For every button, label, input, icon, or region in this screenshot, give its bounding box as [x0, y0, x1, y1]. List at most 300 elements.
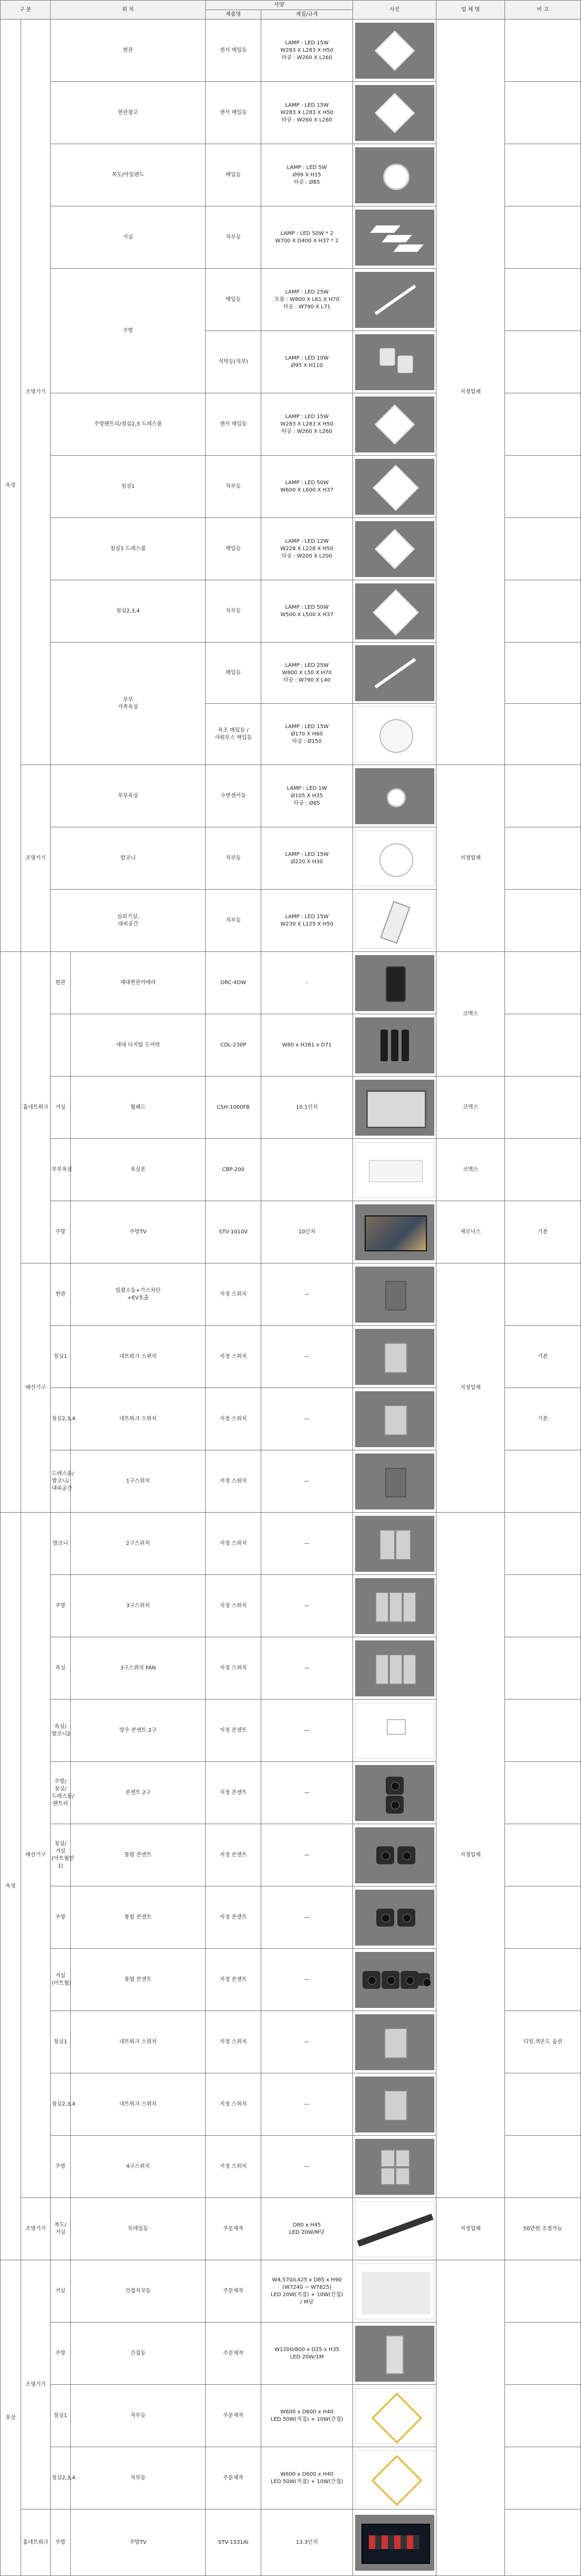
product-photo — [353, 580, 436, 643]
spec-size: LAMP : LED 12W W228 X L228 X H50 타공 : W200 X L200 — [261, 518, 353, 580]
location: 세대현관카메라 — [71, 952, 206, 1014]
location: 콘센트 2구 — [71, 1762, 206, 1824]
product-photo — [353, 456, 436, 518]
product-name: 매입등 — [206, 269, 261, 331]
network-switch-icon — [355, 1391, 434, 1447]
header-maker: 업 체 명 — [436, 1, 505, 20]
kitchen-tv-icon — [355, 1204, 434, 1260]
location: 현관 — [51, 20, 206, 82]
spec-size: — — [261, 1263, 353, 1326]
photo-shape — [377, 531, 413, 567]
table-row — [1, 2260, 581, 2323]
product-photo — [353, 1326, 436, 1388]
location-area: 침실1 — [51, 2385, 71, 2447]
photo-shape — [395, 1530, 411, 1560]
photo-shape — [363, 1971, 380, 1989]
location-area: 거실 — [51, 1077, 71, 1139]
category-level1: 욕정 — [1, 20, 21, 952]
product-name: 주문제작 — [206, 2198, 261, 2260]
location-area: 침실/ 거실 (아트월만 1) — [51, 1824, 71, 1886]
location: 세대 디지털 도어락 — [71, 1014, 206, 1077]
spec-size: 10인치 — [261, 1201, 353, 1263]
remarks — [505, 1824, 581, 1886]
spec-size: — — [261, 1575, 353, 1637]
photo-shape — [373, 465, 419, 511]
kitchen-tv-2-icon — [355, 2515, 434, 2571]
spec-size: D80 x H45 LED 20W/M당 — [261, 2198, 353, 2260]
product-name: 매입등 — [206, 643, 261, 704]
product-name: 지정 스위치 — [206, 1263, 261, 1326]
location: 부부욕실 — [51, 765, 206, 827]
photo-shape — [384, 2028, 407, 2059]
category-level2: 홈네트워크 — [21, 952, 51, 1263]
photo-shape — [385, 1281, 406, 1310]
location-area: 주방 — [51, 2509, 71, 2576]
product-name: 지정 스위치 — [206, 1513, 261, 1575]
product-name: CDL-230P — [206, 1014, 261, 1077]
network-switch-icon — [355, 2014, 434, 2070]
product-name: 주문제작 — [206, 2385, 261, 2447]
spec-size: LAMP : LED 50W W500 X L500 X H37 — [261, 580, 353, 643]
square-light-icon — [355, 85, 434, 141]
photo-shape — [379, 348, 395, 366]
square-light-icon — [355, 521, 434, 577]
spec-size: — — [261, 1388, 353, 1450]
product-photo — [353, 952, 436, 1014]
photo-shape — [377, 33, 413, 69]
product-name: 지정 스위치 — [206, 1637, 261, 1700]
product-photo — [353, 2509, 436, 2576]
product-name: 욕조 매입등 / 샤워부스 매입등 — [206, 704, 261, 765]
header-product-name: 제품명 — [206, 10, 261, 20]
product-photo — [353, 1949, 436, 2011]
remarks — [505, 518, 581, 580]
category-level1: 유상 — [1, 2260, 21, 2576]
product-photo — [353, 2323, 436, 2385]
product-photo — [353, 1700, 436, 1762]
photo-shape — [386, 966, 406, 1002]
table-row — [1, 1263, 581, 1326]
multi-outlet-4-icon — [355, 1952, 434, 2008]
photo-shape — [365, 1215, 427, 1251]
spec-size: — — [261, 1762, 353, 1824]
remarks — [505, 1637, 581, 1700]
category-level2: 배선기구 — [21, 1513, 51, 2198]
category-level2: 조명기기 — [21, 2260, 51, 2509]
product-photo — [353, 2447, 436, 2509]
spec-size: 13.3인치 — [261, 2509, 353, 2576]
table-row — [1, 952, 581, 1014]
spec-size: LAMP : LED 15W W230 X L125 X H50 — [261, 890, 353, 952]
photo-shape — [385, 1468, 406, 1497]
remarks — [505, 269, 581, 331]
location: 월패드 — [71, 1077, 206, 1139]
location: 주방TV — [71, 1201, 206, 1263]
photo-shape — [357, 2213, 433, 2247]
location-area: 침실1 — [51, 1326, 71, 1388]
product-name: 주문제작 — [206, 2447, 261, 2509]
round-downlight-white-icon — [355, 706, 434, 762]
flat-panel-gold-icon — [355, 2450, 434, 2506]
product-name: 지정 스위치 — [206, 1450, 261, 1513]
location-area: 침실1 — [51, 2011, 71, 2073]
photo-shape — [377, 95, 413, 131]
location: 주방팬트리/침실2,3 드레스룸 — [51, 393, 206, 456]
product-name: CBP-200 — [206, 1139, 261, 1201]
photo-shape — [382, 235, 412, 242]
location-area: 주방 — [51, 1201, 71, 1263]
square-panel-light-icon — [355, 583, 434, 639]
photo-shape — [379, 1530, 395, 1560]
product-name: STV-1331AI — [206, 2509, 261, 2576]
remarks — [505, 2136, 581, 2198]
location: 네트워크 스위치 — [71, 2011, 206, 2073]
product-photo — [353, 331, 436, 393]
header-location: 위 치 — [51, 1, 206, 20]
photo-shape — [397, 1909, 415, 1927]
photo-shape — [384, 1405, 407, 1436]
spec-size: — — [261, 1637, 353, 1700]
remarks — [505, 1513, 581, 1575]
location: 3구스위치 — [71, 1575, 206, 1637]
spec-size: LAMP : LED 15W Ø170 X H60 타공 : Ø150 — [261, 704, 353, 765]
photo-shape — [361, 2271, 432, 2315]
round-ceiling-light-icon — [355, 831, 434, 886]
product-photo — [353, 643, 436, 704]
remarks — [505, 1450, 581, 1513]
switch-3gang-icon — [355, 1640, 434, 1696]
spec-size — [261, 1139, 353, 1201]
spec-size: LAMP : LED 50W W600 X L600 X H37 — [261, 456, 353, 518]
product-photo — [353, 2073, 436, 2136]
product-name: 지정 콘센트 — [206, 1949, 261, 2011]
spec-size: 10.1인치 — [261, 1077, 353, 1139]
remarks — [505, 704, 581, 765]
spec-size: LAMP : LED 5W Ø99 X H15 타공 : Ø85 — [261, 144, 353, 206]
product-name: 직부등 — [206, 206, 261, 269]
location: 현관창고 — [51, 82, 206, 144]
location: 독레일등 — [71, 2198, 206, 2260]
round-downlight-icon — [355, 147, 434, 203]
remarks — [505, 144, 581, 206]
maker: 코맥스 — [436, 1139, 505, 1201]
photo-shape — [371, 2455, 422, 2505]
location: 침실1 드레스룸 — [51, 518, 206, 580]
photo-shape — [374, 285, 416, 315]
photo-shape — [403, 1654, 416, 1685]
spec-size: LAMP : LED 25W W800 X L50 X H70 타공 : W790 X L40 — [261, 643, 353, 704]
location: 통합 콘센트 — [71, 1824, 206, 1886]
network-switch-icon — [355, 1329, 434, 1385]
location-area: 발코니 — [51, 1513, 71, 1575]
bathroom-phone-icon — [355, 1142, 434, 1198]
product-photo — [353, 1014, 436, 1077]
product-photo — [353, 518, 436, 580]
header-photo: 사진 — [353, 1, 436, 20]
spec-size: — — [261, 1824, 353, 1886]
product-name: DRC-4DW — [206, 952, 261, 1014]
maker: 코맥스 — [436, 952, 505, 1077]
spec-size: LAMP : LED 10W Ø95 X H110 — [261, 331, 353, 393]
product-name: 직부등 — [206, 827, 261, 890]
photo-shape — [361, 2524, 430, 2564]
header-spec: 사양 — [206, 1, 353, 10]
photo-shape — [375, 1592, 389, 1622]
remarks — [505, 1077, 581, 1139]
product-name: 지정 콘센트 — [206, 1886, 261, 1949]
photo-shape — [402, 1030, 409, 1061]
table-row — [1, 1513, 581, 1575]
product-photo — [353, 1388, 436, 1450]
spec-size: — — [261, 2011, 353, 2073]
spec-size: LAMP : LED 15W W283 X L283 X H50 타공 : W260 X L260 — [261, 20, 353, 82]
twin-panel-light-icon — [355, 210, 434, 266]
location-area: 주방 — [51, 1575, 71, 1637]
remarks — [505, 1949, 581, 2011]
maker: 지정업체 — [436, 765, 505, 952]
photo-shape — [417, 1973, 430, 1986]
product-name: 센서 매입등 — [206, 82, 261, 144]
track-rail-light-icon — [355, 2201, 434, 2257]
location: 네트워크 스위치 — [71, 1326, 206, 1388]
photo-shape — [369, 1160, 423, 1182]
location: 직부등 — [71, 2385, 206, 2447]
photo-shape — [375, 1654, 389, 1685]
switch-icon — [355, 1454, 434, 1509]
photo-shape — [376, 1846, 394, 1864]
spec-size: W600 x D600 x H40 LED 50W(직접) + 10W(간접) — [261, 2447, 353, 2509]
location: 통합 콘센트 — [71, 1886, 206, 1949]
location-area: 드레스룸/ 발코니/ 대피공간 — [51, 1450, 71, 1513]
location: 거실 — [51, 206, 206, 269]
multi-outlet-icon — [355, 1890, 434, 1946]
photo-shape — [389, 1592, 403, 1622]
product-name: 지정 콘센트 — [206, 1700, 261, 1762]
category-level1 — [1, 952, 21, 1513]
remarks: 기본 — [505, 1201, 581, 1263]
location: 네트워크 스위치 — [71, 1388, 206, 1450]
product-photo — [353, 704, 436, 765]
maker: 지정업체 — [436, 20, 505, 765]
remarks: 기본 — [505, 1388, 581, 1450]
location-area: 현관 — [51, 952, 71, 1014]
product-name: 수변센서등 — [206, 765, 261, 827]
location: 1구스위치 — [71, 1450, 206, 1513]
location: 4구스위치 — [71, 2136, 206, 2198]
cylinder-light-icon — [355, 334, 434, 390]
remarks — [505, 1886, 581, 1949]
photo-shape — [395, 2149, 410, 2167]
location: 복도/아일랜드 — [51, 144, 206, 206]
remarks — [505, 952, 581, 1014]
product-photo — [353, 1201, 436, 1263]
photo-shape — [370, 225, 401, 233]
remarks — [505, 20, 581, 82]
remarks — [505, 393, 581, 456]
remarks — [505, 331, 581, 393]
remarks — [505, 2323, 581, 2385]
spec-size: - — [261, 952, 353, 1014]
remarks — [505, 1263, 581, 1326]
location: 간접직부등 — [71, 2260, 206, 2323]
photo-shape — [393, 244, 424, 252]
product-photo — [353, 2011, 436, 2073]
product-name: 주문제작 — [206, 2323, 261, 2385]
product-photo — [353, 1139, 436, 1201]
remarks — [505, 456, 581, 518]
photo-shape — [391, 1030, 398, 1061]
product-photo — [353, 827, 436, 890]
product-name: CSH-1000FB — [206, 1077, 261, 1139]
location-area: 거실 (아트월) — [51, 1949, 71, 2011]
photo-shape — [380, 2167, 395, 2185]
location: 주방 — [51, 269, 206, 393]
maker: 코맥스 — [436, 1077, 505, 1139]
product-name: 매입등 — [206, 144, 261, 206]
square-light-icon — [355, 23, 434, 79]
product-name: 지정 스위치 — [206, 2136, 261, 2198]
location: 부부 가족욕실 — [51, 643, 206, 765]
spec-size: LAMP : LED 15W W283 X L283 X H50 타공 : W260 X L260 — [261, 393, 353, 456]
product-photo — [353, 2260, 436, 2323]
remarks — [505, 827, 581, 890]
location-area: 침실2,3,4 — [51, 1388, 71, 1450]
header-spec-size: 재질/규격 — [261, 10, 353, 20]
photo-shape — [379, 843, 413, 877]
product-name: 지정 스위치 — [206, 1575, 261, 1637]
spec-size: LAMP : LED 50W * 2 W700 X D400 X H37 * 2 — [261, 206, 353, 269]
product-photo — [353, 393, 436, 456]
remarks — [505, 2385, 581, 2447]
spec-size: — — [261, 1513, 353, 1575]
photo-shape — [380, 901, 410, 943]
category-level2: 배선기구 — [21, 1263, 51, 1513]
location: 3구스위치 FAN — [71, 1637, 206, 1700]
product-photo — [353, 1637, 436, 1700]
product-name: 식탁등(직부) — [206, 331, 261, 393]
product-photo — [353, 20, 436, 82]
indirect-light-icon — [355, 2326, 434, 2382]
location-area: 주방 — [51, 2323, 71, 2385]
flat-panel-gold-icon — [355, 2388, 434, 2444]
product-photo — [353, 269, 436, 331]
location-area: 부부욕실 — [51, 1139, 71, 1201]
spec-size: W600 x D600 x H40 LED 50W(직접) + 10W(간접) — [261, 2385, 353, 2447]
remarks — [505, 1014, 581, 1077]
photo-shape — [386, 2335, 404, 2374]
photo-shape — [377, 407, 413, 442]
category-level1: 욕정 — [1, 1513, 21, 2260]
spec-size: W4,570/L425 x D85 x H90 (W7240 ~ W7825) LED 20W(직접) + 10W(간접) / M당 — [261, 2260, 353, 2323]
product-name: 지정 스위치 — [206, 2073, 261, 2136]
location: 욕실폰 — [71, 1139, 206, 1201]
photo-shape — [373, 589, 419, 636]
remarks — [505, 2073, 581, 2136]
location: 간접등 — [71, 2323, 206, 2385]
remarks — [505, 1762, 581, 1824]
photo-shape — [384, 2090, 407, 2121]
location: 침실1 — [51, 456, 206, 518]
header-remarks: 비 고 — [505, 1, 581, 20]
photo-shape — [386, 1777, 404, 1795]
spec-size: — — [261, 1949, 353, 2011]
table-row — [1, 1077, 581, 1139]
category-level2: 홈네트워크 — [21, 2509, 51, 2576]
network-switch-icon — [355, 2077, 434, 2132]
square-panel-light-icon — [355, 459, 434, 515]
location-area: 주방 — [51, 2136, 71, 2198]
location-area: 욕실 — [51, 1637, 71, 1700]
photo-shape — [403, 1592, 416, 1622]
product-name: STV-1010V — [206, 1201, 261, 1263]
maker: 지정업체 — [436, 2198, 505, 2260]
location: 방우 콘센트 2구 — [71, 1700, 206, 1762]
bulkhead-light-icon — [355, 893, 434, 949]
location: 2구스위치 — [71, 1513, 206, 1575]
maker: 지정업체 — [436, 1513, 505, 2198]
photo-shape — [386, 1796, 404, 1814]
switch-icon — [355, 1267, 434, 1323]
spec-size: W1200/800 x D25 x H35 LED 20W/1M — [261, 2323, 353, 2385]
remarks — [505, 82, 581, 144]
product-name: 직부등 — [206, 580, 261, 643]
location-area — [51, 1014, 71, 1077]
location: 직부등 — [71, 2447, 206, 2509]
photo-shape — [384, 1343, 407, 1373]
remarks — [505, 765, 581, 827]
product-photo — [353, 2136, 436, 2198]
spec-size: LAMP : LED 15W W283 X L283 X H50 타공 : W260 X L260 — [261, 82, 353, 144]
location: 실외기실, 대피공간 — [51, 890, 206, 952]
product-photo — [353, 1575, 436, 1637]
product-name: 센서 매입등 — [206, 393, 261, 456]
location: 침실2,3,4 — [51, 580, 206, 643]
table-row — [1, 1201, 581, 1263]
product-name: 지정 콘센트 — [206, 1762, 261, 1824]
product-photo — [353, 2385, 436, 2447]
spec-size: LAMP : LED 15W Ø220 X H30 — [261, 827, 353, 890]
location-area: 현관 — [51, 1263, 71, 1326]
location-area: 욕실/ 발코니2 — [51, 1700, 71, 1762]
spec-size: W80 x H381 x D71 — [261, 1014, 353, 1077]
remarks — [505, 580, 581, 643]
spec-size: — — [261, 1886, 353, 1949]
door-camera-icon — [355, 955, 434, 1011]
spec-table-body — [1, 20, 581, 2576]
product-photo — [353, 1824, 436, 1886]
product-photo — [353, 206, 436, 269]
remarks: 기본 — [505, 1326, 581, 1388]
remarks — [505, 1700, 581, 1762]
remarks — [505, 2509, 581, 2576]
maker: 지정업체 — [436, 1263, 505, 1513]
spec-size: — — [261, 1450, 353, 1513]
location-area: 침실2,3,4 — [51, 2447, 71, 2509]
product-photo — [353, 1450, 436, 1513]
product-photo — [353, 1513, 436, 1575]
location-area: 주방 — [51, 1886, 71, 1949]
photo-shape — [371, 2392, 422, 2443]
photo-shape — [374, 658, 416, 688]
square-light-icon — [355, 397, 434, 452]
product-name: 직부등 — [206, 890, 261, 952]
photo-shape — [387, 788, 406, 807]
photo-shape — [382, 1971, 399, 1989]
product-name: 매입등 — [206, 518, 261, 580]
category-level2: 조명기기 — [21, 20, 51, 765]
door-lock-icon — [355, 1017, 434, 1073]
product-photo — [353, 1077, 436, 1139]
